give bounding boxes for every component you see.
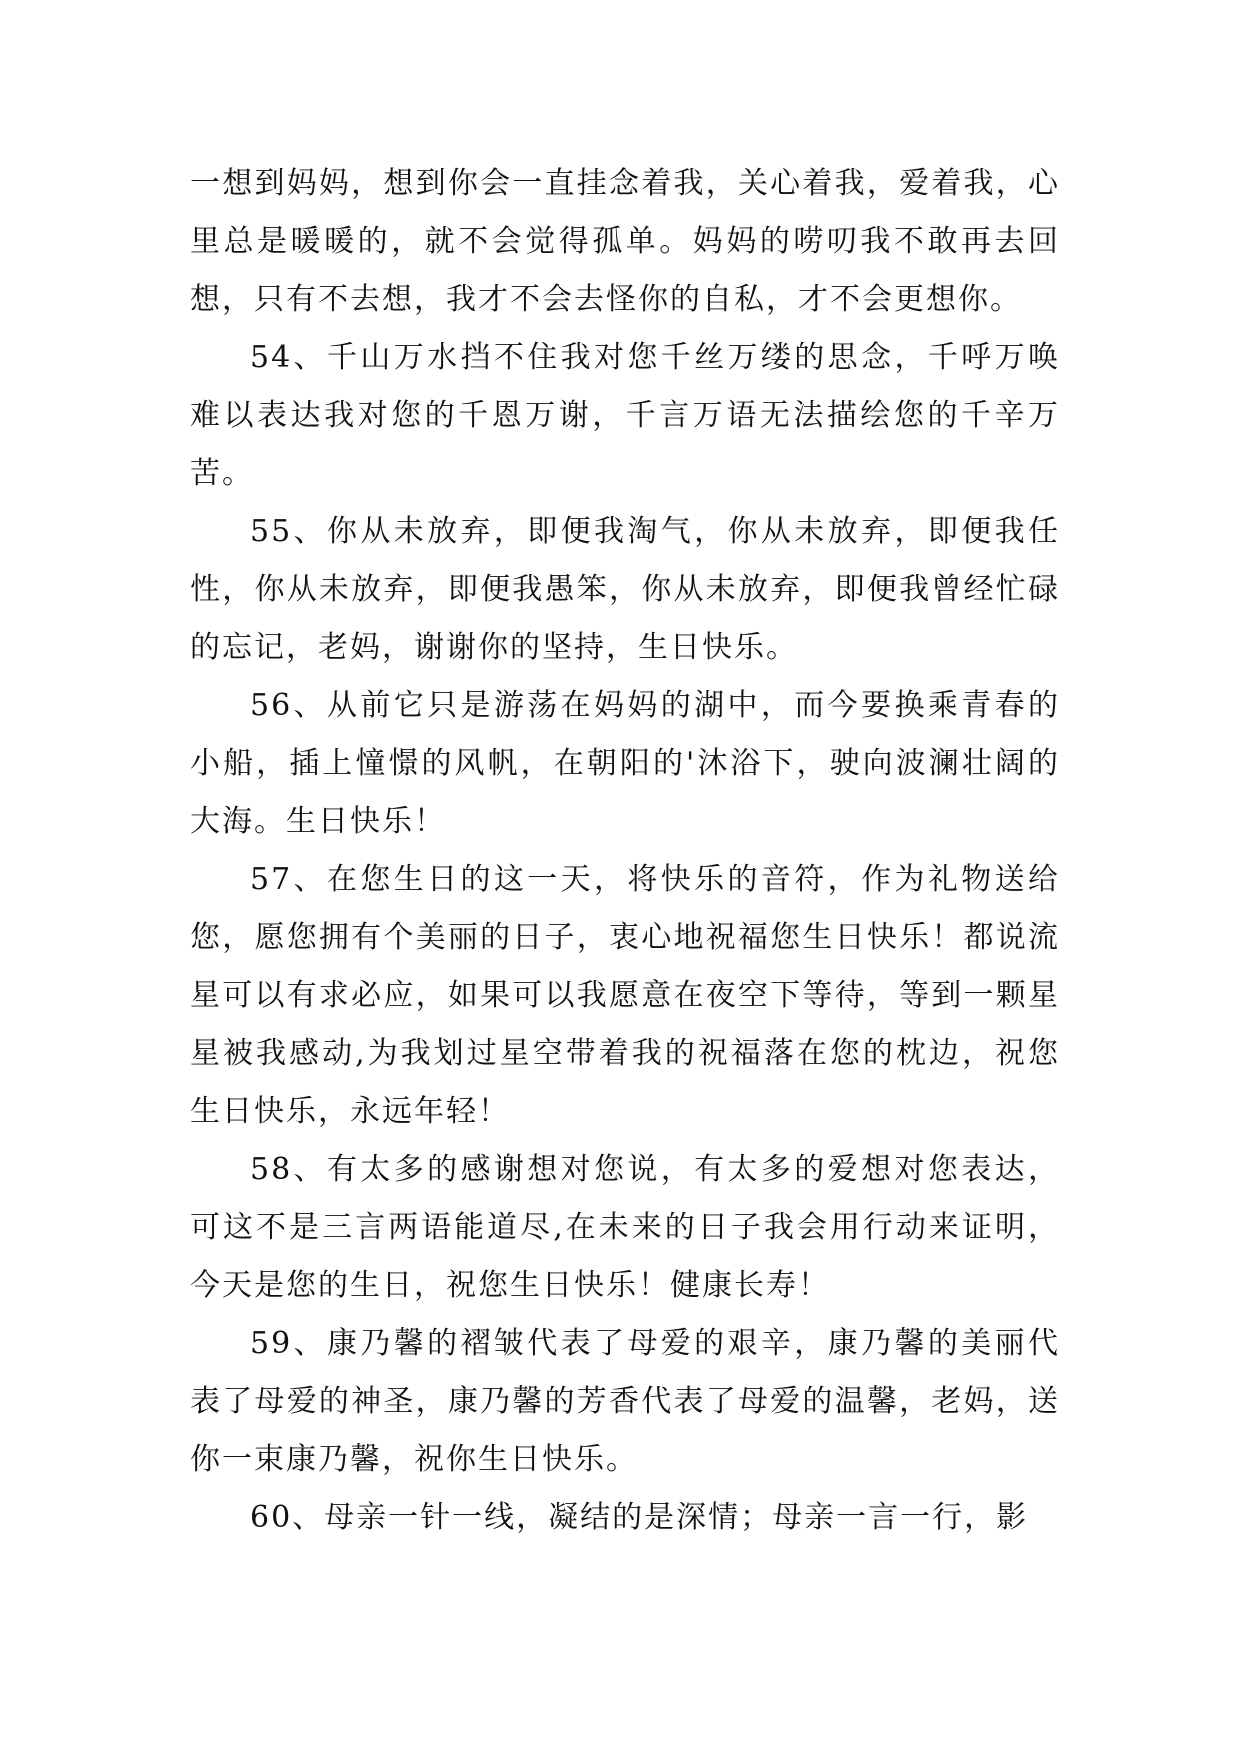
paragraph-item-59: 59、康乃馨的褶皱代表了母爱的艰辛，康乃馨的美丽代表了母爱的神圣，康乃馨的芳香代表了母爱的温馨，老妈，送你一束康乃馨，祝你生日快乐。 [190,1326,1060,1477]
paragraph-item-55: 55、你从未放弃，即便我淘气，你从未放弃，即便我任性，你从未放弃，即便我愚笨，你从未放弃，即便我曾经忙碌的忘记，老妈，谢谢你的坚持，生日快乐。 [190,514,1060,665]
paragraph-item-57: 57、在您生日的这一天，将快乐的音符，作为礼物送给您，愿您拥有个美丽的日子，衷心地祝福您生日快乐！都说流星可以有求必应，如果可以我愿意在夜空下等待，等到一颗星星被我感动,为我划过星空带着我的祝福落在您的枕边，祝您生日快乐，永远年轻！ [190,862,1060,1129]
paragraph-item-56: 56、从前它只是游荡在妈妈的湖中，而今要换乘青春的小船，插上憧憬的风帆，在朝阳的'沐浴下，驶向波澜壮阔的大海。生日快乐！ [190,688,1060,839]
paragraph-item-58: 58、有太多的感谢想对您说，有太多的爱想对您表达，可这不是三言两语能道尽,在未来的日子我会用行动来证明，今天是您的生日，祝您生日快乐！健康长寿！ [190,1152,1060,1303]
paragraph-item-60: 60、母亲一针一线，凝结的是深情；母亲一言一行，影 [250,1500,1029,1535]
paragraph-item-54: 54、千山万水挡不住我对您千丝万缕的思念，千呼万唤难以表达我对您的千恩万谢，千言万语无法描绘您的千辛万苦。 [190,340,1060,491]
document-body [190,155,1060,1547]
paragraph-continuation: 一想到妈妈，想到你会一直挂念着我，关心着我，爱着我，心里总是暖暖的，就不会觉得孤单。妈妈的唠叨我不敢再去回想，只有不去想，我才不会去怪你的自私，才不会更想你。 [190,166,1060,317]
